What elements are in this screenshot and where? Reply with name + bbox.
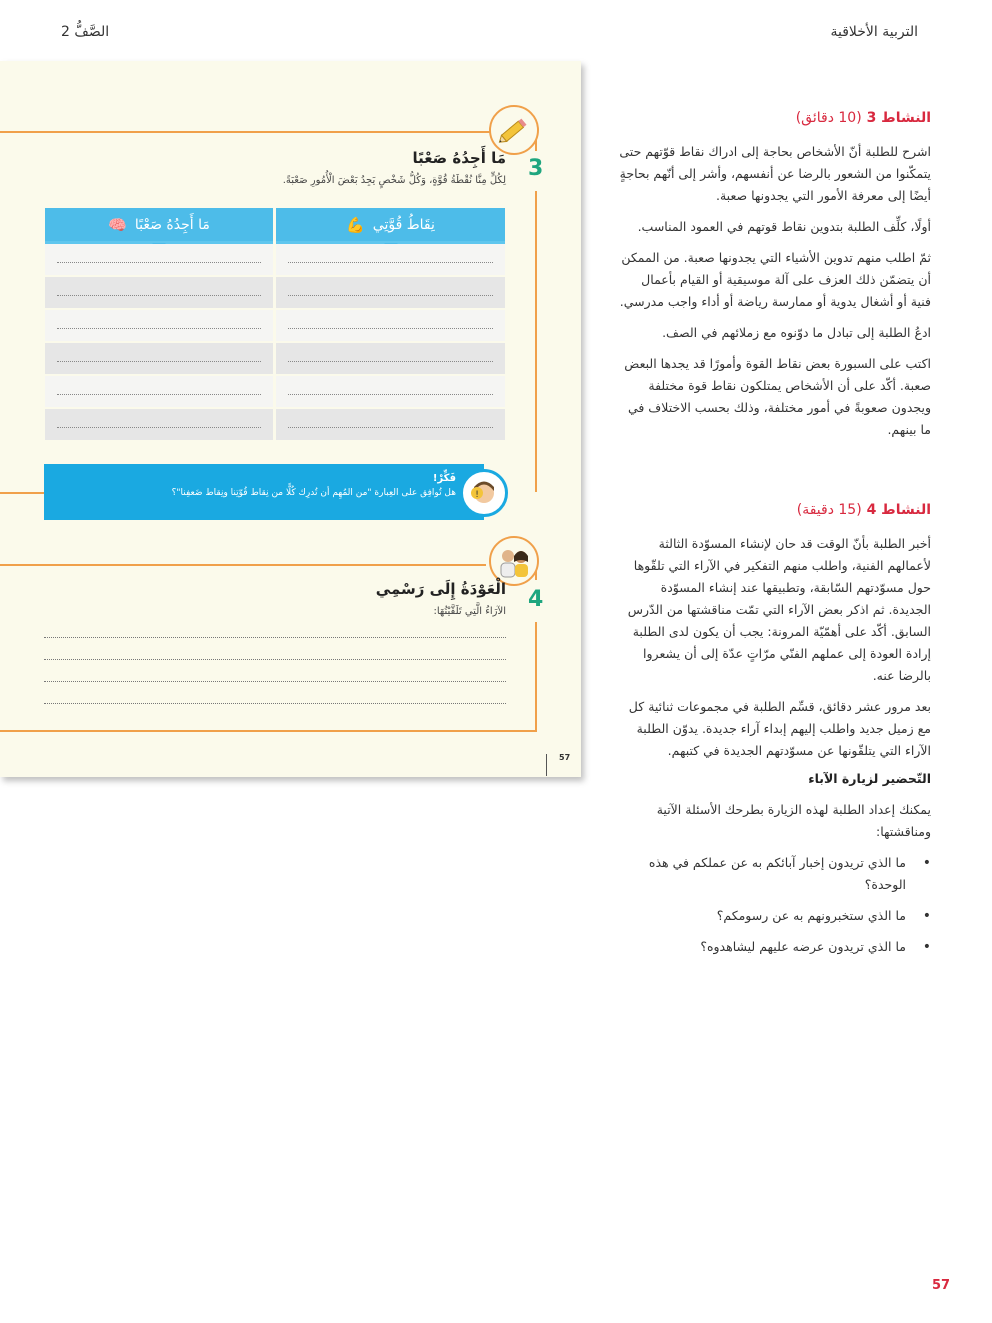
difficult-cell[interactable] [45, 277, 273, 308]
prep-question: • ما الذي تريدون إخبار آبائكم به عن عملكم في هذه الوحدة؟ [618, 852, 931, 896]
section4-title: الْعَوْدَةُ إِلَى رَسْمِي [375, 580, 506, 598]
student-book-page [0, 61, 581, 777]
difficult-cell[interactable] [45, 343, 273, 374]
strengths-cell[interactable] [276, 409, 505, 440]
page-number: 57 [932, 1278, 951, 1293]
activity3-paragraph: اشرح للطلبة أنّ الأشخاص بحاجة إلى ادراك نقاط قوّتهم حتى يتمكّنوا من الشعور بالرضا عن أنفسهم، وأشر إلى أنّهم بحاجةٍ أيضًا إلى معرفة الأمور التي يجدونها صعبة. [619, 144, 931, 203]
think-question: هل تُوافِق على العِبارة "من المُهِم أن تُدرِك كُلًّا من نِقاط قُوّتِنا ونِقاط ضَعفِنا"؟ [171, 488, 456, 498]
section3-number: 3 [528, 156, 544, 181]
prep-question: • ما الذي تريدون عرضه عليهم ليشاهدوه؟ [618, 936, 931, 958]
writing-line[interactable] [44, 703, 506, 704]
activity3-body [618, 141, 931, 450]
prep-questions [618, 852, 931, 967]
writing-line[interactable] [44, 637, 506, 638]
brain-icon: 🧠 [108, 215, 127, 234]
section4-frame-side-lower [535, 622, 537, 732]
page-number-divider [546, 754, 547, 776]
activity4-heading [797, 502, 931, 518]
difficult-column-header [45, 208, 273, 244]
difficult-cell[interactable] [45, 310, 273, 341]
section4-subtitle: الآرَاءُ الَّتِي تَلَقَّيْتُهَا: [433, 606, 506, 617]
prep-intro: يمكنك إعداد الطلبة لهذه الزيارة بطرحك الأسئلة الآتية ومناقشتها: [656, 802, 931, 839]
pencil-icon [491, 107, 537, 153]
section3-subtitle: لِكُلٍّ مِنَّا نُقْطَةُ قُوَّةٍ، وَكُلُّ شَخْصٍ يَجِدُ بَعْضَ الْأُمُورِ صَعْبَةً. [282, 175, 506, 186]
thinking-child-icon [460, 469, 508, 517]
strengths-cell[interactable] [276, 244, 505, 275]
section4-frame-top [0, 564, 486, 566]
svg-text:!: ! [475, 490, 479, 500]
activity3-heading [796, 110, 931, 126]
section3-frame-top [0, 131, 492, 133]
book-page-number: 57 [559, 753, 571, 762]
activity3-title: النشاط 3 [866, 110, 931, 126]
prep-title: التّحضير لزيارة الآباء [808, 771, 931, 786]
difficult-cell[interactable] [45, 244, 273, 275]
prep-question: • ما الذي ستخبرونهم به عن رسومكم؟ [618, 905, 931, 927]
section4-number: 4 [528, 587, 544, 612]
activity3-paragraph: أولًا، كلِّف الطلبة بتدوين نقاط قوتهم في العمود المناسب. [637, 219, 931, 234]
activity4-body [618, 533, 931, 771]
activity3-duration: (10 دقائق) [795, 110, 862, 126]
activity3-paragraph: اكتب على السبورة بعض نقاط القوة وأمورًا قد يجدها البعض صعبة. أكّد على أن الأشخاص يمتلكون نقاط قوة مختلفة ويجدون صعوبةً في أمور مختلفة، وذلك بحسب الاختلاف في ما بينهم. [624, 356, 931, 437]
writing-line[interactable] [44, 681, 506, 682]
section3-frame-side-lower [535, 191, 537, 492]
flexed-arm-icon: 💪 [346, 215, 365, 234]
section3-title: مَا أَجِدُهُ صَعْبًا [412, 149, 506, 167]
writing-line[interactable] [44, 659, 506, 660]
difficult-cell[interactable] [45, 409, 273, 440]
strengths-cell[interactable] [276, 310, 505, 341]
strengths-cell[interactable] [276, 277, 505, 308]
activity4-duration: (15 دقيقة) [796, 502, 862, 518]
strengths-column-header [276, 208, 505, 244]
family-icon [491, 538, 537, 584]
difficult-header-label: مَا أَجِدُهُ صَعْبًا [134, 216, 210, 233]
strengths-cell[interactable] [276, 343, 505, 374]
activity4-paragraph: أخبر الطلبة بأنّ الوقت قد حان لإنشاء المسوّدة الثالثة لأعمالهم الفنية، واطلب منهم التفكير في الآراء التي تلقّوها حول مسوّدتهم السّابقة، وتطبيقها عند إنشاء المسوّدة الجديدة. ثم اذكر بعض الآراء التي تمّت مناقشتها من الدّرس السابق. أكّد على أهمّيّة المرونة: يجب أن يكون لدى الطلبة إرادة العودة إلى عملهم الفنّي مرّاتٍ عدّة إلى أن يشعروا بالرضا عنه. [627, 536, 931, 683]
think-label: فَكِّرْ! [432, 473, 456, 484]
strengths-header-label: نِقَاطُ قُوَّتِي [372, 216, 435, 233]
think-box [44, 464, 484, 520]
activity4-title: النشاط 4 [866, 502, 931, 518]
strengths-cell[interactable] [276, 376, 505, 407]
section4-frame-bottom [0, 730, 537, 732]
family-icon-badge [489, 536, 539, 586]
grade-header: الصَّفُّ 2 [61, 24, 110, 40]
activity3-paragraph: ادعُ الطلبة إلى تبادل ما دوّنوه مع زملائهم في الصف. [662, 325, 931, 340]
activity4-paragraph: بعد مرور عشر دقائق، قسِّم الطلبة في مجموعات ثنائية كل مع زميل جديد واطلب إليهم إبداء آراء جديدة. يدوّن الطلبة الآراء التي يتلقّونها عن مسوّدتهم الجديدة في كتبهم. [628, 699, 931, 758]
subject-header: التربية الأخلاقية [830, 24, 918, 40]
pencil-icon-badge [489, 105, 539, 155]
difficult-cell[interactable] [45, 376, 273, 407]
activity3-paragraph: ثمّ اطلب منهم تدوين الأشياء التي يجدونها صعبة. من الممكن أن يتضمّن ذلك العزف على آلة موسيقية أو القيام بأعمال فنية أو أشغال يدوية أو ممارسة رياضة أو أداء واجب مدرسي. [619, 250, 931, 309]
